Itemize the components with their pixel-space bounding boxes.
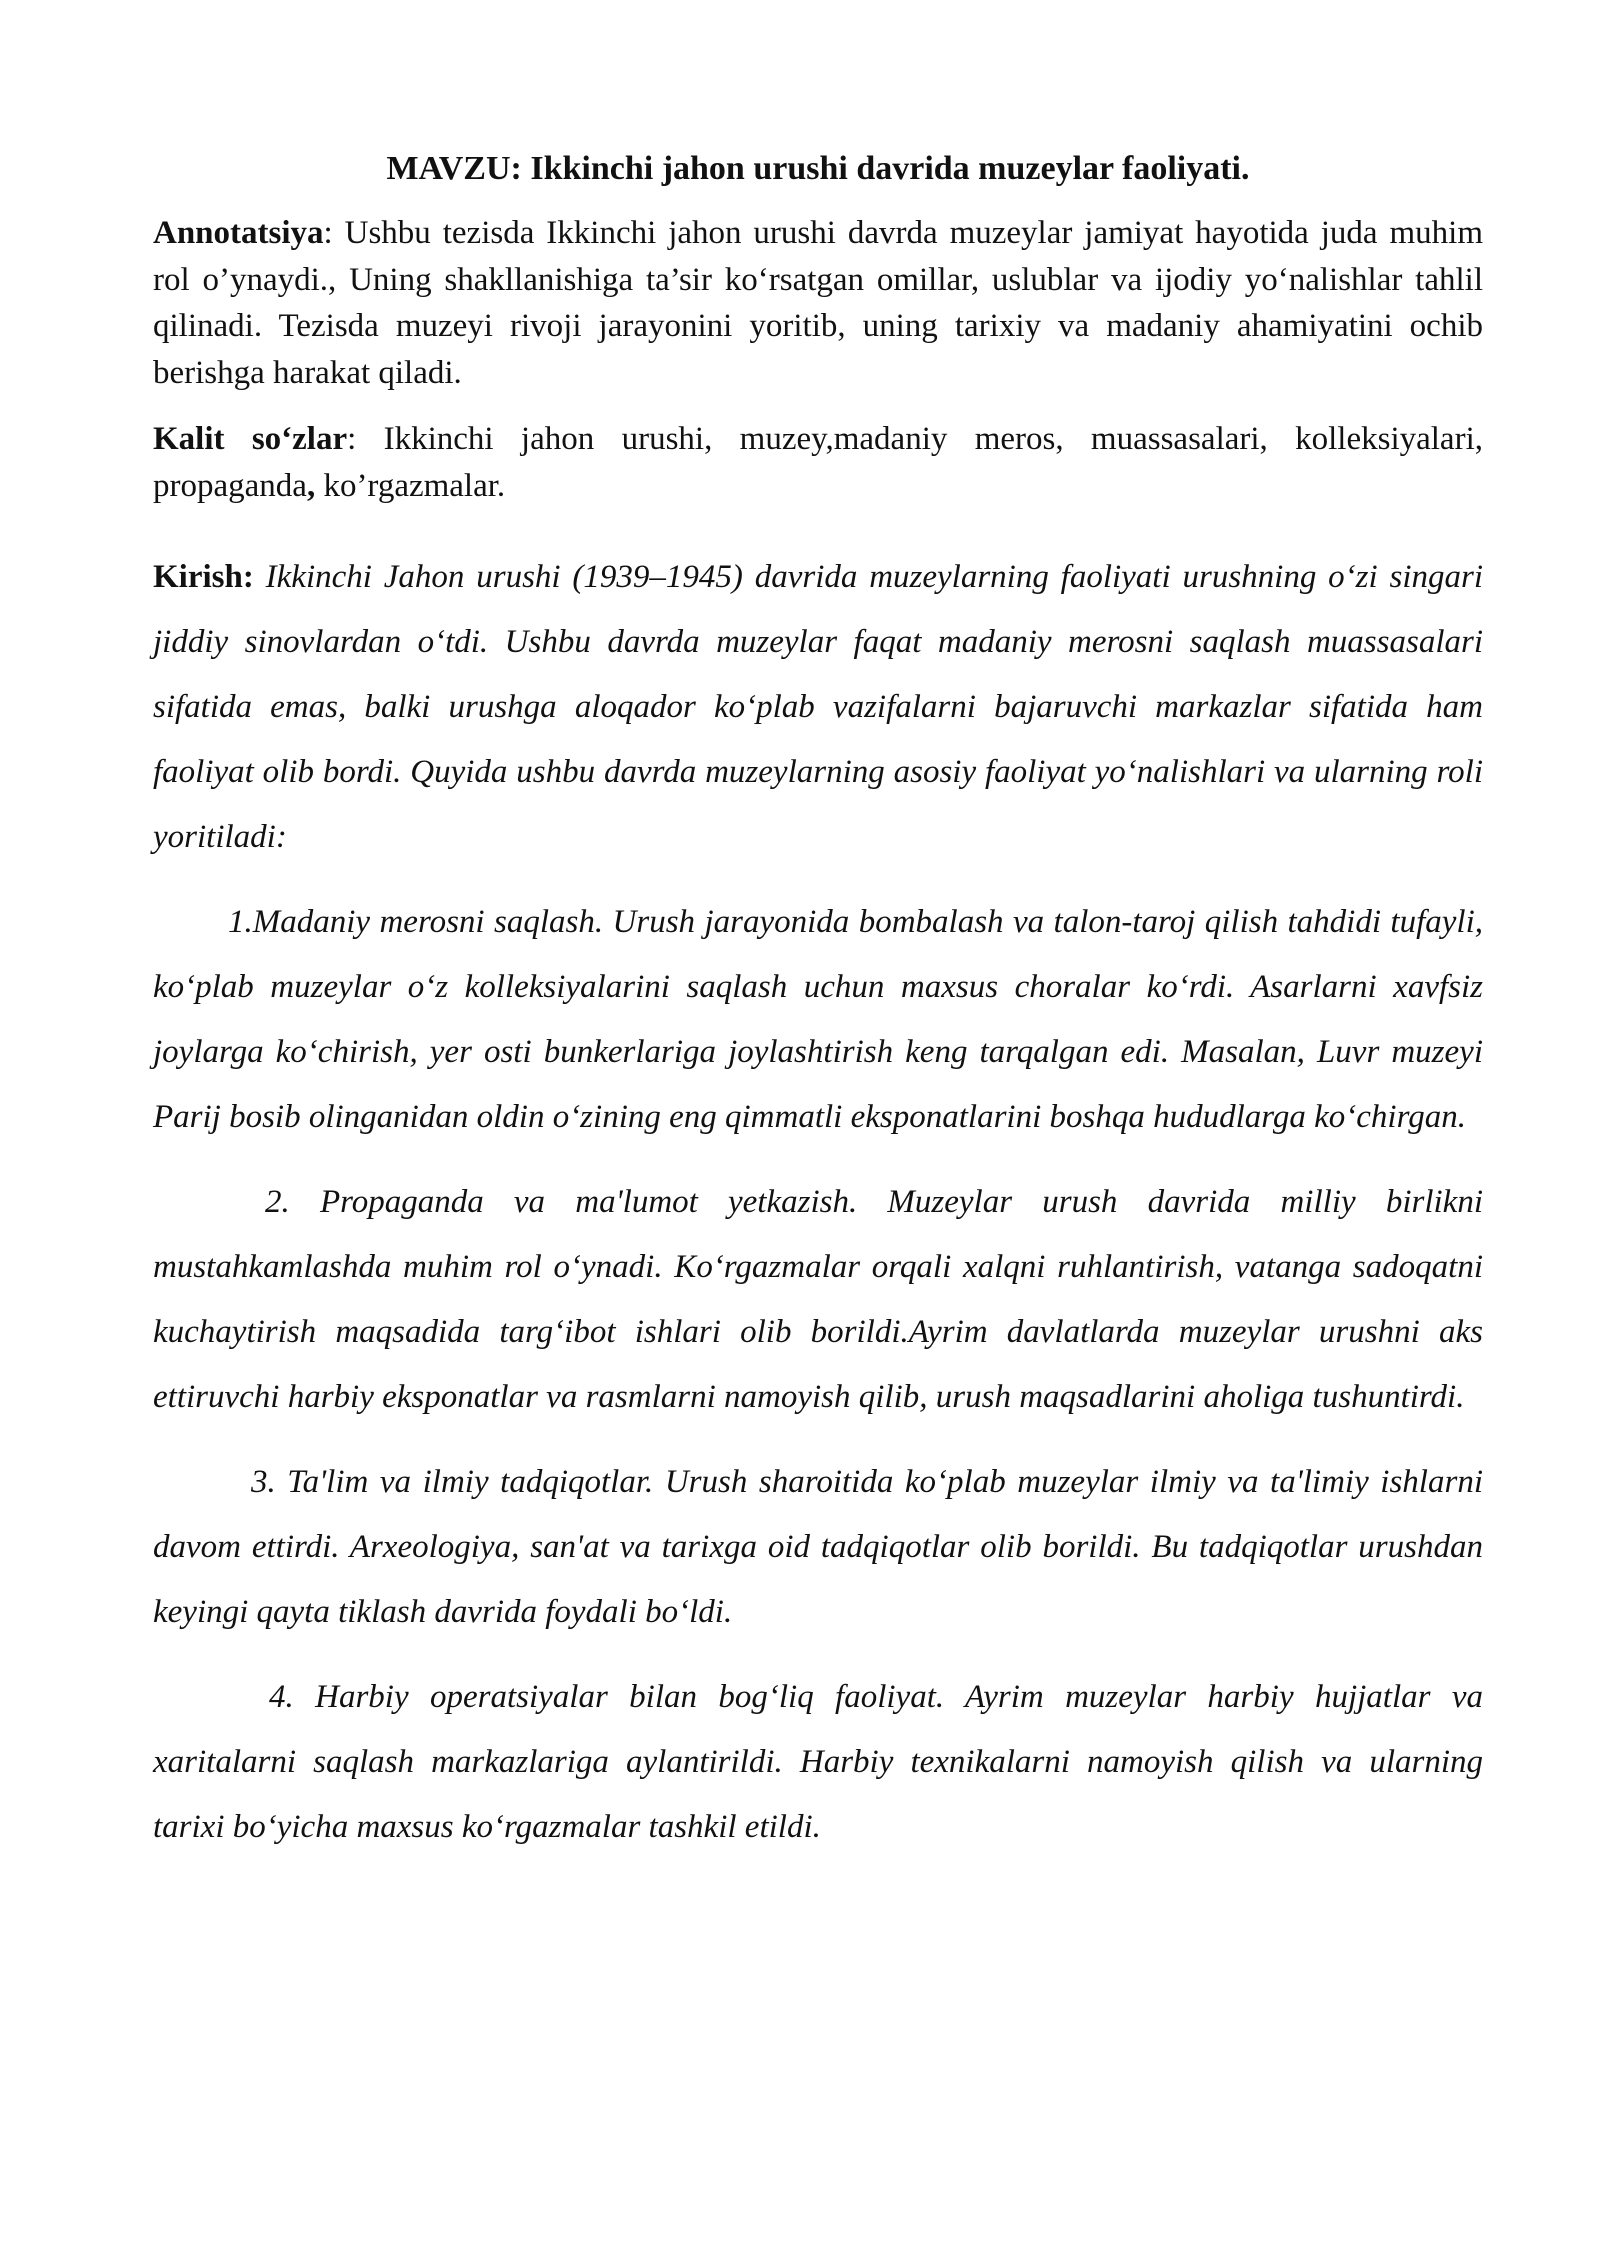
section-education-text: 3. Ta'lim va ilmiy tadqiqotlar. Urush sharoitida ko‘plab muzeylar ilmiy va ta'limiy ishlarni davom ettirdi. Arxeologiya, san'at va tarixga oid tadqiqotlar olib borildi. Bu tadqiqotlar urushdan keyingi qayta tiklash davrida foydali bo‘ldi.	[153, 1464, 1483, 1630]
annotation-paragraph	[153, 210, 1483, 396]
keywords-text-end: ko’rgazmalar.	[315, 467, 506, 504]
section-heritage	[153, 890, 1483, 1150]
keywords-comma: ,	[306, 467, 316, 504]
keywords-text: : Ikkinchi jahon urushi, muzey,madaniy meros, muassasalari, kolleksiyalari, propaganda	[153, 421, 1483, 504]
section-propaganda-text: 2. Propaganda va ma'lumot yetkazish. Muzeylar urush davrida milliy birlikni mustahkamlashda muhim rol o‘ynadi. Ko‘rgazmalar orqali xalqni ruhlantirish, vatanga sadoqatni kuchaytirish maqsadida targ‘ibot ishlari olib borildi.Ayrim davlatlarda muzeylar urushni aks ettiruvchi harbiy eksponatlar va rasmlarni namoyish qilib, urush maqsadlarini aholiga tushuntirdi.	[153, 1184, 1483, 1415]
intro-label: Kirish:	[153, 559, 254, 595]
section-heritage-text: 1.Madaniy merosni saqlash. Urush jarayonida bombalash va talon-taroj qilish tahdidi tufayli, ko‘plab muzeylar o‘z kolleksiyalarini saqlash uchun maxsus choralar ko‘rdi. Asarlarni xavfsiz joylarga ko‘chirish, yer osti bunkerlariga joylashtirish keng tarqalgan edi. Masalan, Luvr muzeyi Parij bosib olinganidan oldin o‘zining eng qimmatli eksponatlarini boshqa hududlarga ko‘chirgan.	[153, 904, 1483, 1135]
intro-paragraph	[153, 545, 1483, 870]
keywords-label: Kalit so‘zlar	[153, 421, 348, 457]
section-military	[153, 1665, 1483, 1860]
document-title: MAVZU: Ikkinchi jahon urushi davrida muzeylar faoliyati.	[386, 150, 1250, 187]
section-propaganda	[153, 1170, 1483, 1430]
section-education	[153, 1450, 1483, 1645]
keywords-paragraph	[153, 416, 1483, 509]
intro-text: Ikkinchi Jahon urushi (1939–1945) davrida muzeylarning faoliyati urushning o‘zi singari jiddiy sinovlardan o‘tdi. Ushbu davrda muzeylar faqat madaniy merosni saqlash muassasalari sifatida emas, balki urushga aloqador ko‘plab vazifalarni bajaruvchi markazlar sifatida ham faoliyat olib bordi. Quyida ushbu davrda muzeylarning asosiy faoliyat yo‘nalishlari va ularning roli yoritiladi:	[153, 559, 1483, 855]
annotation-text: : Ushbu tezisda Ikkinchi jahon urushi davrda muzeylar jamiyat hayotida juda muhim rol o’ynaydi., Uning shakllanishiga ta’sir ko‘rsatgan omillar, uslublar va ijodiy yo‘nalishlar tahlil qilinadi. Tezisda muzeyi rivoji jarayonini yoritib, uning tarixiy va madaniy ahamiyatini ochib berishga harakat qiladi.	[153, 215, 1483, 391]
section-military-text: 4. Harbiy operatsiyalar bilan bog‘liq faoliyat. Ayrim muzeylar harbiy hujjatlar va xaritalarni saqlash markazlariga aylantirildi. Harbiy texnikalarni namoyish qilish va ularning tarixi bo‘yicha maxsus ko‘rgazmalar tashkil etildi.	[153, 1679, 1483, 1845]
annotation-label: Annotatsiya	[153, 215, 324, 251]
document-body	[153, 148, 1483, 1860]
